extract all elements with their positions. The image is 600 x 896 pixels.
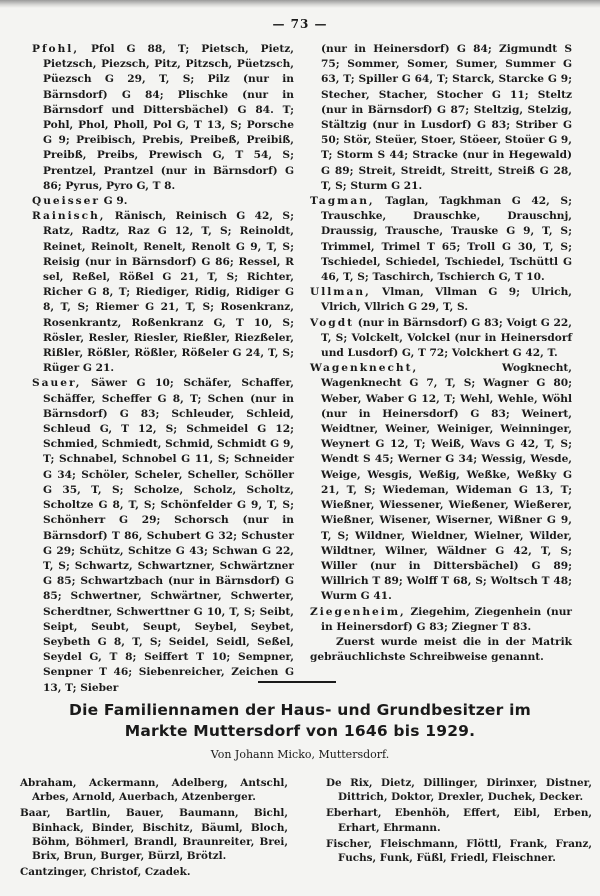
entry-text: Ziegehim, Ziegenhein (nur in Heinersdorf) G 83; Ziegner T 83. — [321, 605, 572, 633]
section-divider — [258, 681, 336, 683]
entry-lead: Queisser — [32, 195, 100, 208]
entry-text: Säwer G 10; Schäfer, Schaffer, Schäffer, Scheffer G 8, T; Schen (nur in Bärnsdorf) G 83; Schleuder, Schleid, Schleud G, T 12, S; Schmeidel G 12; Schmied, Schmiedt, Schmid, Schmidt G 9, T; Schnabel, Schnobel G 11, S; Schneider G 34; Schöler, Scheler, Scheller, Schöller G 35, T, S; Scholze, Scholz, Scholtz, Scholtze G 8, T, S; Schönfelder G 9, T, S; Schönherr G 29; Schorsch (nur in Bärnsdorf) T 86, Schubert G 32; Schuster G 29; Schütz, Schitze G 43; Schwan G 22, T, S; Schwartz, Schwartzner, Schwärtzner G 85; Schwartzbach (nur in Bärnsdorf) G 85; Schwertner, Schwärtner, Schwerter, Scherdtner, Schwerttner G 10, T, S; Seibt, Seipt, Seubt, Seupt, Seybel, Seybet, Seybeth G 8, T, S; Seidel, Seidl, Seßel, Seydel G, T 8; Seiffert T 10; Sempner, Senpner T 46; Siebenreicher, Zeichen G 13, T; Sieber — [43, 377, 294, 694]
family-name-list — [20, 776, 592, 881]
article-title — [20, 700, 580, 742]
entry-s — [32, 376, 294, 695]
names-a: Abraham, Ackermann, Adelberg, Antschl, Arbes, Arnold, Auerbach, Atzenberger. — [20, 777, 288, 804]
page-number: — 73 — — [272, 17, 328, 31]
entry-text: (nur in Bärnsdorf) G 83; Voigt G 22, T, S; Volckelt, Volckel (nur in Heinersdorf und Lusdorf) G, T 72; Volckhert G 42, T. — [321, 316, 572, 360]
entry-p — [32, 42, 294, 194]
names-d: De Rix, Dietz, Dillinger, Dirinxer, Distner, Dittrich, Doktor, Drexler, Duchek, Decker. — [326, 777, 592, 804]
entry-z — [310, 605, 572, 635]
names-b: Baar, Bartlin, Bauer, Baumann, Bichl, Binhack, Binder, Bischitz, Bäuml, Bloch, Böhm, Böhmerl, Brandl, Braunreiter, Brei, Brix, Brun, Burger, Bürzl, Brötzl. — [20, 807, 288, 863]
title-line-2: Markte Muttersdorf von 1646 bis 1929. — [124, 722, 476, 740]
entry-u — [310, 285, 572, 315]
scan-shadow-edge — [0, 0, 600, 8]
left-column — [32, 42, 294, 694]
names-f: Fischer, Fleischmann, Flöttl, Frank, Franz, Fuchs, Funk, Füßl, Friedl, Fleischner. — [326, 837, 592, 865]
title-line-1: Die Familiennamen der Haus- und Grundbesitzer im — [69, 701, 531, 719]
entry-q — [32, 194, 294, 209]
entry-text: Wogknecht, Wagenknecht G 7, T, S; Wagner G 80; Weber, Waber G 12, T; Wehl, Wehle, Wöhl (nur in Heinersdorf) G 83; Weinert, Weidtner, Weiner, Weiniger, Weinninger, Weynert G 12, T; Weiß, Wavs G 42, T, S; Wendt S 45; Werner G 34; Wessig, Wesde, Weige, Wesgis, Weßig, Weßke, Weßky G 21, T, S; Wiedeman, Wideman G 13, T; Wießner, Wiessener, Wießener, Wießerer, Wießner, Wisener, Wiserner, Wißner G 9, T, S; Wildner, Wieldner, Wielner, Wilder, Wildtner, Wilner, Wäldner G 42, T, S; Willer (nur in Dittersbächel) G 89; Willrich T 89; Wolff T 68, S; Woltsch T 48; Wurm G 41. — [321, 362, 572, 603]
entry-text: Taglan, Tagkhman G 42, S; Trauschke, Drauschke, Drauschnj, Draussig, Trausche, Trauske G 9, T, S; Trimmel, Trimel T 65; Troll G 30, T, S; Tschiedel, Schiedel, Tschiedel, Tschüttl G 46, T, S; Taschirch, Tschierch G, T 10. — [321, 195, 572, 284]
namelist-right-column — [326, 776, 592, 881]
entry-text: G 9. — [99, 195, 128, 208]
entry-text: Ränisch, Reinisch G 42, S; Ratz, Radtz, Raz G 12, T, S; Reinoldt, Reinet, Reinolt, Renelt, Renolt G 9, T, S; Reisig (nur in Bärnsdorf) G 86; Ressel, R sel, Reßel, Rößel G 21, T, S; Richter, Richer G 8, T; Riediger, Ridig, Ridiger G 8, T, S; Riemer G 21, T, S; Rosenkranz, Rosenkrantz, Roßenkranz G, T 10, S; Rösler, Resler, Riesler, Rießler, Riezßeler, Rißler, Rößler, Rößler, Rößeler G 24, T, S; Rüger G 21. — [43, 210, 294, 375]
spelling-note: Zuerst wurde meist die in der Matrik gebräuchlichste Schreibweise genannt. — [310, 635, 572, 664]
entry-lead: Sauer, — [32, 377, 82, 390]
entry-r — [32, 209, 294, 376]
entry-s-continued: (nur in Heinersdorf) G 84; Zigmundt S 75; Sommer, Somer, Sumer, Summer G 63, T; Spiller G 64, T; Starck, Starcke G 9; Stecher, Stacher, Stocher G 11; Steltz (nur in Bärnsdorf) G 87; Steltzig, Stelzig, Stältzig (nur in Lusdorf) G 83; Striber G 50; Stör, Steüer, Stoer, Stöeer, Stoüer G 9, T; Storm S 44; Stracke (nur in Hegewald) G 89; Streit, Streidt, Streitt, Streiß G 28, T, S; Sturm G 21. — [321, 43, 572, 192]
entry-lead: Pfohl, — [32, 43, 80, 55]
entry-lead: Rainisch, — [32, 210, 106, 223]
article-author: Von Johann Micko, Muttersdorf. — [210, 748, 390, 761]
names-c: Cantzinger, Christof, Czadek. — [20, 866, 191, 879]
names-e: Eberhart, Ebenhöh, Effert, Eibl, Erben, Erhart, Ehrmann. — [326, 807, 592, 834]
entry-v — [310, 316, 572, 362]
entry-text: Pfol G 88, T; Pietsch, Pietz, Pietzsch, Piezsch, Pitz, Pitzsch, Püetzsch, Püezsch G 29, T, S; Pilz (nur in Bärnsdorf) G 84; Plischke (nur in Bärnsdorf und Dittersbächel) G 84. T; Pohl, Phol, Pholl, Pol G, T 13, S; Porsche G 9; Preibisch, Prebis, Preibeß, Preibiß, Preibß, Preibs, Prewisch G, T 54, S; Prentzel, Prantzel (nur in Bärnsdorf) G 86; Pyrus, Pyro G, T 8. — [43, 43, 294, 192]
entry-text: Vlman, Vllman G 9; Ulrich, Vlrich, Vllrich G 29, T, S. — [321, 286, 572, 314]
entry-w — [310, 361, 572, 604]
entry-lead: Ziegenheim, — [310, 605, 406, 618]
entry-lead: Tagman, — [310, 195, 375, 208]
namelist-left-column — [20, 776, 288, 881]
entry-lead: Ullman, — [310, 286, 371, 299]
right-column — [310, 42, 572, 664]
entry-lead: Wagenknecht, — [310, 362, 419, 375]
entry-lead: Vogdt — [310, 316, 355, 329]
entry-t — [310, 194, 572, 285]
surname-register — [32, 42, 572, 694]
